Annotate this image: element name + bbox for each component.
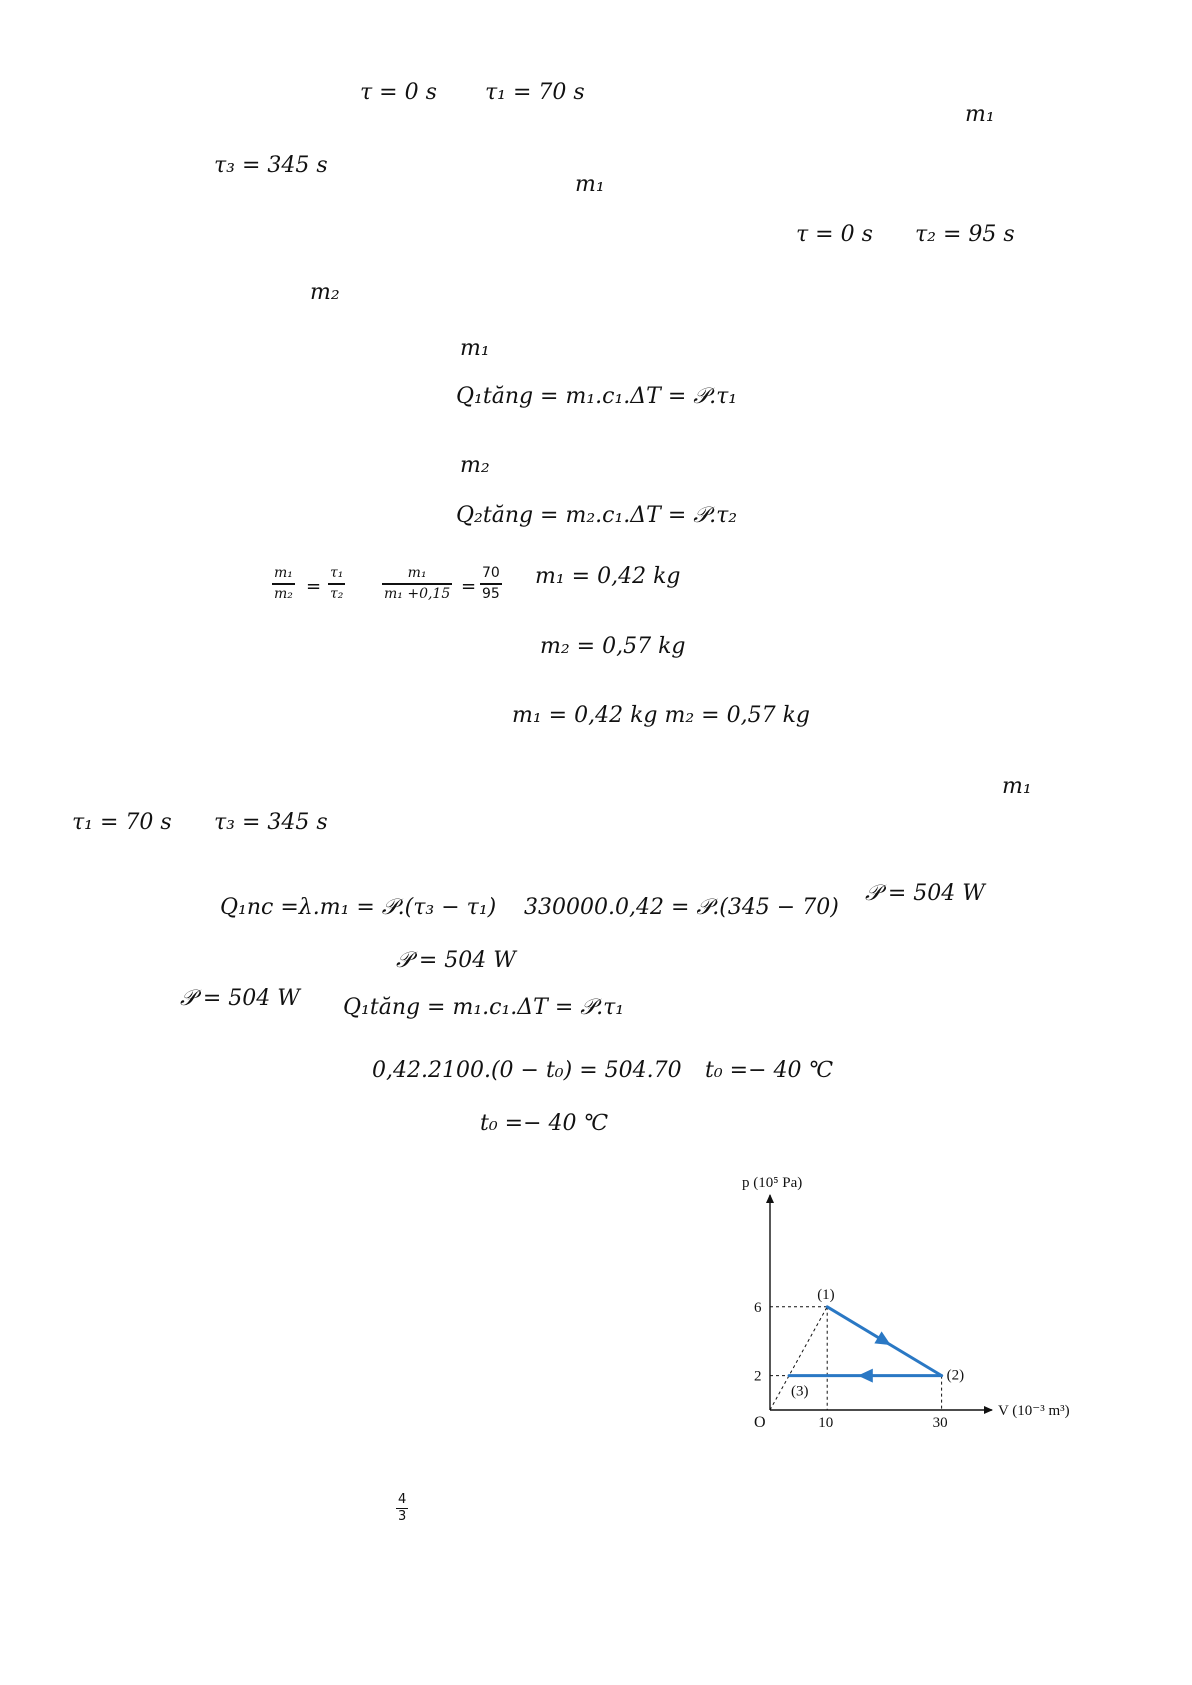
formula-m1: m₁: [1002, 774, 1032, 799]
fraction-denominator: 95: [482, 586, 500, 603]
fraction-70-95: [480, 566, 502, 603]
equals-sign: =: [306, 576, 322, 597]
result-power: 𝒫 = 504 W: [396, 948, 516, 973]
formula-tau-zero: τ = 0 s: [360, 80, 437, 105]
formula-q1-increase: Q₁tăng = m₁.c₁.ΔT = 𝒫.τ₁: [456, 384, 738, 409]
state-label: (3): [791, 1383, 809, 1400]
formula-tau3: τ₃ = 345 s: [214, 810, 328, 835]
formula-m2: m₂: [460, 453, 490, 478]
result-m1-m2: m₁ = 0,42 kg m₂ = 0,57 kg: [512, 703, 810, 728]
formula-q2-increase: Q₂tăng = m₂.c₁.ΔT = 𝒫.τ₂: [456, 503, 738, 528]
fraction-numerator: m₁: [407, 565, 427, 581]
fraction-tau1-tau2: [328, 566, 345, 603]
result-t0: t₀ =− 40 ℃: [705, 1058, 834, 1083]
fraction-denominator: m₂: [274, 586, 293, 603]
formula-m2: m₂: [310, 280, 340, 305]
origin-label: O: [754, 1414, 766, 1431]
result-m1: m₁ = 0,42 kg: [535, 564, 681, 589]
formula-tau3: τ₃ = 345 s: [214, 153, 328, 178]
formula-tau-zero: τ = 0 s: [796, 222, 873, 247]
fraction-numerator: 70: [482, 565, 500, 581]
x-axis-label: V (10⁻³ m³): [998, 1403, 1070, 1419]
fraction-numerator: m₁: [274, 565, 293, 581]
state-label: (2): [946, 1367, 965, 1384]
fraction-numerator: τ₁: [330, 565, 344, 581]
formula-temperature-equation: 0,42.2100.(0 − t₀) = 504.70: [372, 1058, 682, 1083]
fraction-denominator: 3: [398, 1509, 407, 1525]
y-axis-label: p (10⁵ Pa): [742, 1175, 803, 1191]
formula-melting-substitution: 330000.0,42 = 𝒫.(345 − 70): [524, 895, 839, 920]
fraction-bar: [328, 583, 345, 585]
process-lines: [789, 1307, 942, 1383]
equals-sign: =: [461, 576, 477, 597]
state-label: (1): [817, 1286, 835, 1303]
formula-m1: m₁: [460, 336, 490, 361]
fraction-numerator: 4: [398, 1492, 407, 1507]
formula-tau1: τ₁ = 70 s: [72, 810, 172, 835]
fraction-four-thirds: [396, 1493, 408, 1525]
formula-q1-increase: Q₁tăng = m₁.c₁.ΔT = 𝒫.τ₁: [343, 995, 625, 1020]
fraction-m1-m2: [272, 566, 295, 603]
fraction-bar: [382, 583, 452, 585]
y-tick-label: 2: [754, 1368, 762, 1385]
result-t0: t₀ =− 40 ℃: [480, 1111, 609, 1136]
fraction-m1-over-sum: [382, 566, 452, 603]
formula-m1: m₁: [965, 102, 995, 127]
arrow-2-3: [858, 1369, 873, 1383]
x-tick-label: 10: [818, 1415, 834, 1431]
formula-q1-melting: Q₁nc =λ.m₁ = 𝒫.(τ₃ − τ₁): [220, 895, 497, 920]
fraction-denominator: m₁ +0,15: [384, 586, 451, 603]
y-tick-label: 6: [754, 1299, 762, 1316]
fraction-bar: [480, 583, 502, 585]
formula-power: 𝒫 = 504 W: [180, 986, 300, 1011]
x-tick-label: 30: [932, 1415, 948, 1431]
result-m2: m₂ = 0,57 kg: [540, 634, 686, 659]
formula-tau1: τ₁ = 70 s: [485, 80, 585, 105]
fraction-denominator: τ₂: [330, 586, 344, 603]
formula-tau2: τ₂ = 95 s: [915, 222, 1015, 247]
fraction-bar: [272, 583, 295, 585]
result-power: 𝒫 = 504 W: [865, 881, 985, 906]
pv-diagram: [730, 1165, 1110, 1445]
formula-m1: m₁: [575, 172, 605, 197]
